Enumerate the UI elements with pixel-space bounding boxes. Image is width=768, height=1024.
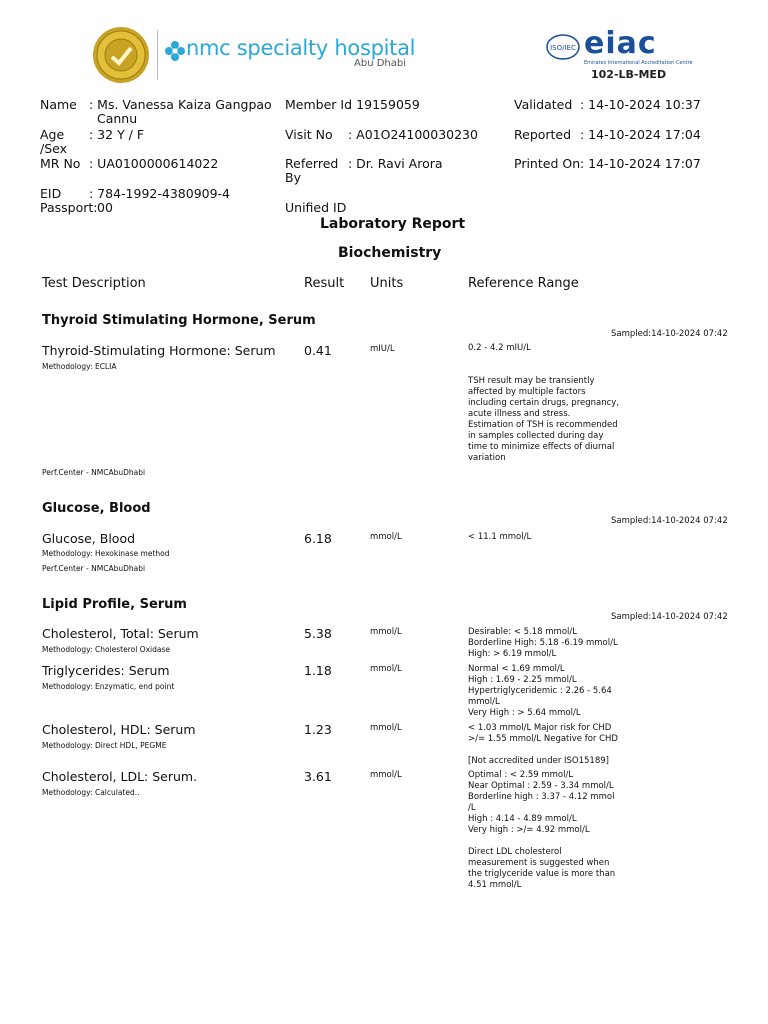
ref-line: Optimal : < 2.59 mmol/L	[468, 770, 574, 780]
visit-label: Visit No	[285, 127, 333, 142]
mr-label: MR No	[40, 156, 81, 171]
reference-range	[468, 770, 615, 891]
test-methodology: Methodology: Direct HDL, PEGME	[42, 741, 167, 750]
test-methodology: Methodology: Cholesterol Oxidase	[42, 645, 170, 654]
section-title-glucose: Glucose, Blood	[42, 501, 151, 516]
eid-label: EID	[40, 186, 62, 201]
mr-value: : UA0100000614022	[89, 156, 219, 171]
passport-label: Passport:	[40, 200, 98, 215]
note-line: affected by multiple factors	[468, 387, 586, 397]
visit-value: : A01O24100030230	[348, 127, 478, 142]
reported-label: Reported	[514, 127, 572, 142]
reference-range: < 11.1 mmol/L	[468, 532, 532, 542]
section-title-tsh: Thyroid Stimulating Hormone, Serum	[42, 313, 316, 328]
col-header-reference: Reference Range	[468, 276, 579, 291]
age-value: : 32 Y / F	[89, 127, 145, 142]
reference-range	[468, 664, 612, 719]
name-value-cont: Cannu	[97, 111, 138, 126]
passport-value: 00	[97, 200, 113, 215]
col-header-units: Units	[370, 276, 404, 291]
ref-line: High : 4.14 - 4.89 mmol/L	[468, 814, 577, 824]
section-title-lipid: Lipid Profile, Serum	[42, 597, 187, 612]
ref-line: Very high : >/= 4.92 mmol/L	[468, 825, 590, 835]
sampled-time: Sampled:14-10-2024 07:42	[611, 329, 728, 339]
test-result: 3.61	[304, 769, 332, 784]
test-methodology: Methodology: Enzymatic, end point	[42, 682, 175, 691]
ref-line: Desirable: < 5.18 mmol/L	[468, 627, 577, 637]
eiac-subtitle: Emirates International Accreditation Centre	[584, 60, 693, 66]
unified-id-label: Unified ID	[285, 200, 347, 215]
referred-label-cont: By	[285, 170, 301, 185]
member-value: : 19159059	[348, 97, 420, 112]
name-label: Name	[40, 97, 77, 112]
ref-line: /L	[468, 803, 476, 813]
ref-line	[468, 745, 618, 756]
note-line: including certain drugs, pregnancy,	[468, 398, 620, 408]
test-name: Thyroid-Stimulating Hormone: Serum	[42, 343, 276, 358]
age-label: Age	[40, 127, 65, 142]
ref-line	[468, 836, 615, 847]
tsh-note	[468, 376, 638, 464]
test-methodology: Methodology: Hexokinase method	[42, 549, 170, 558]
nmc-flower-icon	[164, 40, 186, 62]
ref-line: Normal < 1.69 mmol/L	[468, 664, 565, 674]
ref-line: High : 1.69 - 2.25 mmol/L	[468, 675, 577, 685]
note-line: variation	[468, 453, 506, 463]
test-result: 5.38	[304, 626, 332, 641]
validated-value: : 14-10-2024 10:37	[580, 97, 701, 112]
reference-range	[468, 723, 618, 767]
ref-line: Near Optimal : 2.59 - 3.34 mmol/L	[468, 781, 614, 791]
accreditation-code: 102-LB-MED	[591, 68, 667, 81]
name-value: : Ms. Vanessa Kaiza Gangpao	[89, 97, 272, 112]
test-unit: mmol/L	[370, 723, 402, 733]
test-result: 1.23	[304, 722, 332, 737]
ref-line: < 1.03 mmol/L Major risk for CHD	[468, 723, 612, 733]
note-line: TSH result may be transiently	[468, 376, 595, 386]
age-label-cont: /Sex	[40, 141, 68, 156]
sampled-time: Sampled:14-10-2024 07:42	[611, 612, 728, 622]
ref-line: High: > 6.19 mmol/L	[468, 649, 557, 659]
sampled-time: Sampled:14-10-2024 07:42	[611, 516, 728, 526]
reported-value: : 14-10-2024 17:04	[580, 127, 701, 142]
note-line: Estimation of TSH is recommended	[468, 420, 618, 430]
referred-label: Referred	[285, 156, 339, 171]
perf-center: Perf.Center - NMCAbuDhabi	[42, 468, 146, 477]
col-header-test: Test Description	[42, 276, 146, 291]
reference-range	[468, 627, 618, 660]
ref-line: Direct LDL cholesterol	[468, 847, 562, 857]
logo-divider	[157, 30, 158, 80]
ref-line: >/= 1.55 mmol/L Negative for CHD	[468, 734, 618, 744]
ref-line: mmol/L	[468, 697, 500, 707]
note-line: acute illness and stress.	[468, 409, 571, 419]
test-unit: mIU/L	[370, 344, 395, 354]
test-methodology: Methodology: ECLIA	[42, 362, 117, 371]
test-unit: mmol/L	[370, 770, 402, 780]
report-title: Laboratory Report	[320, 216, 466, 232]
test-name: Cholesterol, HDL: Serum	[42, 722, 196, 737]
reference-range: 0.2 - 4.2 mIU/L	[468, 343, 531, 353]
test-result: 0.41	[304, 343, 332, 358]
ref-line: Hypertriglyceridemic : 2.26 - 5.64	[468, 686, 612, 696]
test-name: Glucose, Blood	[42, 531, 136, 546]
ref-line: 4.51 mmol/L	[468, 880, 522, 890]
note-line: in samples collected during day	[468, 431, 604, 441]
test-name: Cholesterol, LDL: Serum.	[42, 769, 198, 784]
test-result: 1.18	[304, 663, 332, 678]
department-title: Biochemistry	[338, 245, 442, 261]
col-header-result: Result	[304, 276, 345, 291]
ref-line: Borderline high : 3.37 - 4.12 mmol	[468, 792, 615, 802]
test-unit: mmol/L	[370, 627, 402, 637]
jci-seal-logo	[92, 26, 150, 84]
note-line: time to minimize effects of diurnal	[468, 442, 615, 452]
ref-line: Very High : > 5.64 mmol/L	[468, 708, 581, 718]
ref-line: the triglyceride value is more than	[468, 869, 616, 879]
ref-line: [Not accredited under ISO15189]	[468, 756, 609, 766]
svg-text:ISO/IEC: ISO/IEC	[550, 44, 576, 52]
ref-line: Borderline High: 5.18 -6.19 mmol/L	[468, 638, 618, 648]
test-methodology: Methodology: Calculated..	[42, 788, 140, 797]
test-name: Triglycerides: Serum	[42, 663, 170, 678]
hospital-city: Abu Dhabi	[354, 58, 406, 69]
member-label: Member Id	[285, 97, 353, 112]
ref-line: measurement is suggested when	[468, 858, 610, 868]
printed-value: : 14-10-2024 17:07	[580, 156, 701, 171]
hospital-name: nmc specialty hospital	[186, 36, 416, 60]
test-result: 6.18	[304, 531, 332, 546]
test-name: Cholesterol, Total: Serum	[42, 626, 199, 641]
eiac-logo: eiac	[584, 26, 657, 61]
eid-value: : 784-1992-4380909-4	[89, 186, 231, 201]
printed-label: Printed On	[514, 156, 581, 171]
iso-badge-icon	[546, 34, 580, 60]
perf-center: Perf.Center - NMCAbuDhabi	[42, 564, 146, 573]
test-unit: mmol/L	[370, 664, 402, 674]
validated-label: Validated	[514, 97, 573, 112]
test-unit: mmol/L	[370, 532, 402, 542]
referred-value: : Dr. Ravi Arora	[348, 156, 443, 171]
